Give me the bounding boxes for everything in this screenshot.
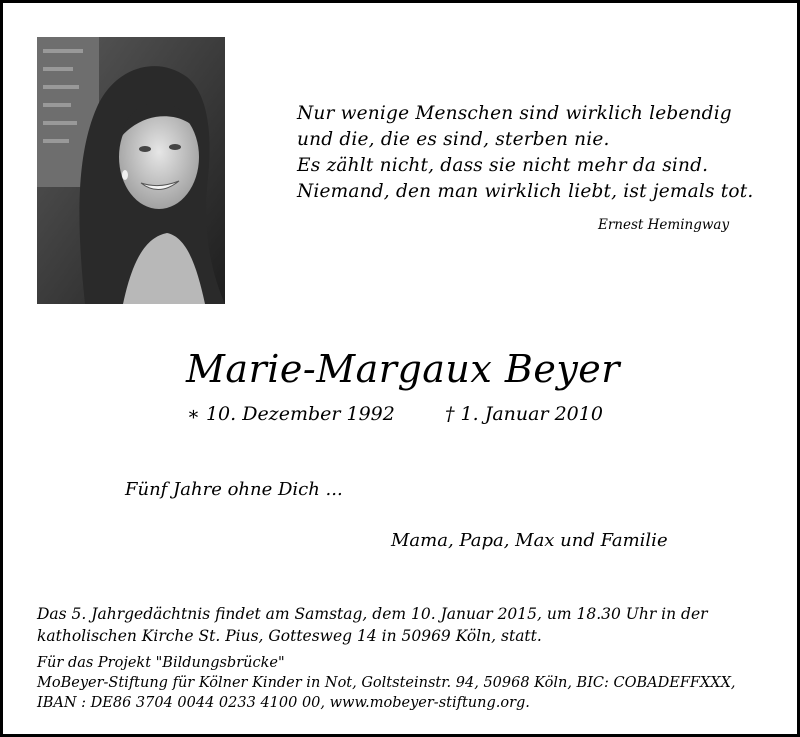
quote-line: Nur wenige Menschen sind wirklich lebendig (297, 103, 732, 124)
birth-date: ∗ 10. Dezember 1992 (187, 403, 395, 425)
announcement-line: Das 5. Jahrgedächtnis findet am Samstag, dem 10. Januar 2015, um 18.30 Uhr in der (37, 605, 708, 623)
donation-project-info (37, 653, 777, 713)
family-signature: Mama, Papa, Max und Familie (391, 530, 668, 551)
quote-line: Niemand, den man wirklich liebt, ist jemals tot. (297, 181, 754, 202)
deceased-name: Marie-Margaux Beyer (186, 347, 620, 391)
death-date: † 1. Januar 2010 (445, 403, 603, 425)
memorial-message: Fünf Jahre ohne Dich ... (125, 479, 343, 500)
quote-line: und die, die es sind, sterben nie. (297, 129, 610, 150)
memorial-service-announcement (37, 603, 777, 647)
project-line: Für das Projekt "Bildungsbrücke" (37, 655, 285, 671)
quote-line: Es zählt nicht, dass sie nicht mehr da sind. (297, 155, 709, 176)
project-line: IBAN : DE86 3704 0044 0233 4100 00, www.mobeyer-stiftung.org. (37, 695, 530, 711)
announcement-line: katholischen Kirche St. Pius, Gottesweg 14 in 50969 Köln, statt. (37, 627, 542, 645)
portrait-photo (37, 37, 225, 304)
quote-author: Ernest Hemingway (598, 217, 730, 233)
project-line: MoBeyer-Stiftung für Kölner Kinder in Not, Goltsteinstr. 94, 50968 Köln, BIC: COBADEFFXXX, (37, 675, 736, 691)
quote (297, 101, 767, 205)
